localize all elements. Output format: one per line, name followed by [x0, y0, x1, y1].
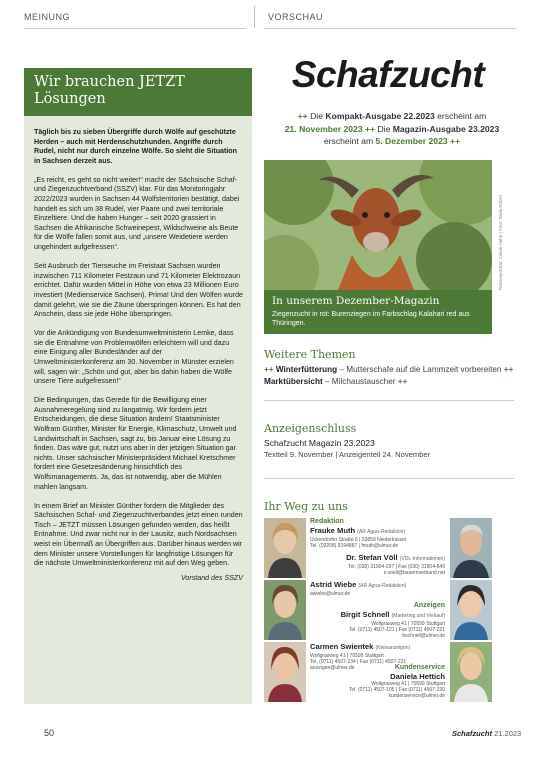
- contact-frauke-muth: Redaktion Frauke Muth (AR Agrar-Redaktion) Uckendorfer Straße 6 | 53859 Niederkassel Tel. (02208) 9194887 | fmuth@ulmer.de: [310, 518, 407, 550]
- article-lead: Täglich bis zu sieben Übergriffe durch Wölfe auf geschützte Herden – auch mit Herdenschutzhunden. Angriffe durch Rudel, nicht nur durch einzelne Wölfe. So sieht die Situation in Sachsen derzeit aus.: [34, 128, 237, 165]
- article-paragraph: Seit Ausbruch der Tierseuche im Freistaat Sachsen wurden inzwischen 711 Kilometer Festzaun und 71 Kilometer Elektrozaun errichtet. Dafür wurden Mittel in Höhe von etwa 23 Millionen Euro investiert (Medienservice Sachsen). Prima! Und den Wölfen wurde damit gelehrt, wie sie die Zäune überspringen können. Es hat den Anschein, dass sie jede Höhe überspringen.: [34, 262, 243, 319]
- goat-photo: [264, 160, 492, 290]
- column-divider: [254, 6, 255, 28]
- december-preview-box: [264, 290, 492, 334]
- separator: [264, 478, 514, 479]
- page-number: 50: [44, 728, 55, 738]
- date-magazin: 5. Dezember 2023: [375, 136, 448, 146]
- avatar: [450, 518, 492, 578]
- theme-markt: Marktübersicht: [264, 376, 323, 386]
- article-header: [24, 68, 252, 116]
- december-caption: Ziegenzucht in rot: Burenziegen im Farbschlag Kalahari red aus Thüringen.: [272, 311, 470, 327]
- header-rule-left: [24, 28, 246, 29]
- magazin-issue: Magazin-Ausgabe 23.2023: [392, 123, 500, 134]
- ads-dates: Textteil 9. November | Anzeigenteil 24. November: [264, 450, 431, 459]
- avatar: [450, 580, 492, 640]
- article-paragraph: Vor die Ankündigung von Bundesumweltministerin Lemke, dass sie die Entnahme von Problemwölfen erleichtern will und dazu eine Einigung aller Bundesländer auf der Umweltministerkonferenz am 30. November in Münster erzielen will, sagen wir: „Schön und gut, aber bis dahin haben die Wölfe unsere Tiere aufgefressen!“: [34, 329, 234, 386]
- article-body: [24, 116, 252, 584]
- kompakt-issue: Kompakt-Ausgabe 22.2023: [325, 111, 435, 121]
- article-paragraph: Die Bedingungen, das Gerede für die Bewilligung einer Ausnahmeregelung sind zu langatmig. Wir fordern jetzt Entscheidungen, die diese Situation ändern! Staatsminister Wolfram Günther, Minister für Energie, Klimaschutz, Umwelt und Landwirtschaft in Sachsen, sagt zu, bis Januar eine Lösung zu finden. Das wäre gut, nutzt uns aber in der jetzigen Situation gar nichts. Unser sächsischer Ministerpräsident Michael Kretschmer fordert eine Gesetzesänderung hinsichtlich des Wolfsmanagements. Ja, das ist notwendig, aber die Mühlen mahlen langsam.: [34, 396, 237, 491]
- themes-title: Weitere Themen: [264, 348, 356, 361]
- avatar: [450, 642, 492, 702]
- ads-issue: Schafzucht Magazin 23.2023: [264, 438, 375, 448]
- ads-title: Anzeigenschluss: [264, 422, 357, 435]
- article-credit: Vorstand des SSZV: [180, 574, 243, 583]
- separator: [264, 400, 514, 401]
- issue-announcement: ++ Die Kompakt-Ausgabe 22.2023 erscheint am 21. November 2023 ++ Die Magazin-Ausgabe 23.2023 erscheint am 5. Dezember 2023 ++: [284, 111, 500, 146]
- theme-winter: Winterfütterung: [275, 365, 338, 374]
- article-paragraph: In einem Brief an Minister Günther fordern die Mitglieder des Sächsischen Schaf- und Ziegenzuchtverbandes jetzt einen runden Tisch – JETZT müssen Lösungen gefunden werden, das heißt Entnahme. Und zwar nicht nur in der Lausitz, auch Nordsachsen weist ein Übermaß an Übergriffen aus. Darüber hinaus werden wir dem Minister unsere Vorstellungen für langfristige Lösungen für die nächste Umweltministerkonferenz mit auf den Weg geben.: [34, 501, 243, 568]
- contacts-title: Ihr Weg zu uns: [264, 500, 348, 513]
- contact-daniela-hettich: Kundenservice Daniela Hettich Wollgrasweg 41 | 70599 Stuttgart Tel. (0711) 4507-105 | Fax (0711) 4507-120 kundenservice@ulmer.de: [348, 664, 445, 700]
- contact-birgit-schnell: Anzeigen Birgit Schnell (Marketing und Verkauf) Wollgrasweg 41 | 70599 Stuttgart Tel. (0711) 4507-121 | Fax (0711) 4507-221 bschnell@ulmer.de: [340, 602, 445, 640]
- goat-illustration: [264, 160, 492, 290]
- contact-astrid-wiebe: Astrid Wiebe (AR Agrar-Redaktion) awiebe@ulmer.de: [310, 580, 407, 597]
- article-paragraph: „Es reicht, es geht so nicht weiter!“ macht der Sächsische Schaf- und Ziegenzuchtverband (SSZV) klar. Für das Monitoringjahr 2022/2023 wurden in Sachsen 44 Wolfsterritorien bestätigt, dabei handelt es sich um 38 Rudel, vier Paare und zwei territoriale Einzeltiere. Und die haben Hunger – seit 2020 grassiert in Sachsen die Afrikanische Schweinepest, Wildschweine als Beute für die Wölfe fallen somit aus, und „unsere Weidetiere werden ungehindert aufgefressen“.: [34, 175, 240, 252]
- date-kompakt: 21. November 2023: [284, 123, 363, 134]
- section-label-vorschau: VORSCHAU: [268, 12, 324, 22]
- december-title: In unserem Dezember-Magazin: [272, 295, 440, 307]
- header-rule-right: [264, 28, 516, 29]
- contact-stefan-voell: Dr. Stefan Völl (VDL-Informationen) Tel. (030) 31904-297 | Fax (030) 31904-549 s.voell@bauernverband.net: [346, 553, 445, 577]
- section-label-meinung: MEINUNG: [24, 12, 70, 22]
- contact-carmen-swientek: Carmen Swientek (Kleinanzeigen) Wollgrasweg 41 | 70599 Stuttgart Tel. (0711) 4507-234 | Fax (0711) 4507-221 anzeigen@ulmer.de: [310, 642, 411, 672]
- photo-credit: Rassenporträt: Calvin Hahn | Foto: Silvia Kölzer: [498, 194, 503, 290]
- magazine-brand: Schafzucht: [291, 54, 485, 95]
- opinion-article: [24, 68, 252, 704]
- themes-list: ++ Winterfütterung – Mutterschafe auf die Lammzeit vorbereiten ++ Marktübersicht – Milchaustauscher ++: [264, 365, 514, 386]
- footer-brand: Schafzucht 21.2023: [452, 729, 522, 738]
- article-title: Wir brauchen JETZT Lösungen: [34, 74, 185, 107]
